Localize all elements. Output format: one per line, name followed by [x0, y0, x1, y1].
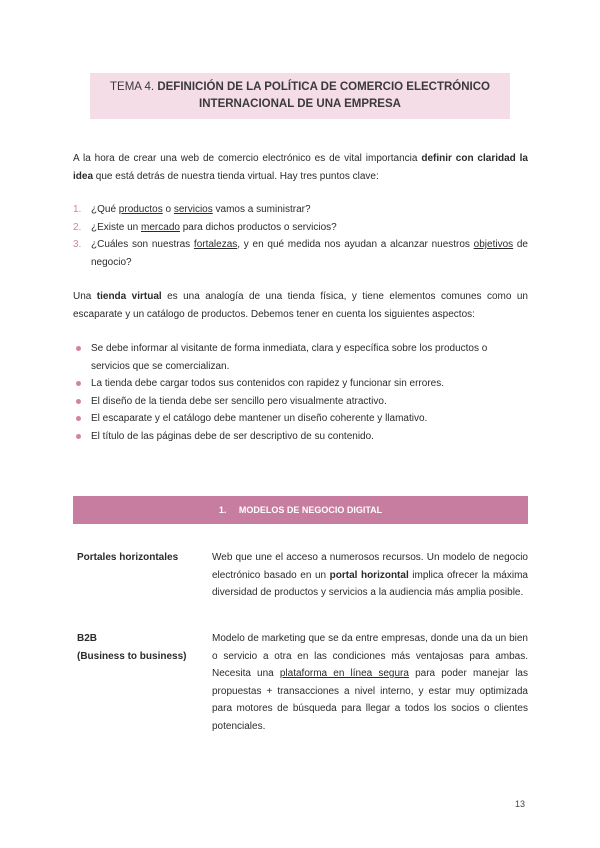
- chapter-title-box: [90, 73, 510, 119]
- definition-row: [77, 630, 528, 735]
- bullet-icon: [73, 375, 91, 393]
- section-title: 1. MODELOS DE NEGOCIO DIGITAL: [218, 505, 383, 515]
- bullet-icon: [73, 340, 91, 375]
- list-item: 1. ¿Qué productos o servicios vamos a suministrar?: [73, 201, 528, 219]
- definition-term: Portales horizontales: [77, 552, 179, 563]
- aspects-list: [73, 340, 528, 445]
- section-header: [73, 496, 528, 524]
- underlined-term: mercado: [141, 221, 180, 233]
- intro-text-2: que está detrás de nuestra tienda virtual. Hay tres puntos clave:: [93, 170, 379, 182]
- page-number: 13: [515, 799, 526, 809]
- list-item: El diseño de la tienda debe ser sencillo pero visualmente atractivo.: [73, 393, 528, 411]
- list-item: La tienda debe cargar todos sus contenidos con rapidez y funcionar sin errores.: [73, 375, 528, 393]
- list-item: El escaparate y el catálogo debe mantener un diseño coherente y llamativo.: [73, 410, 528, 428]
- list-item: Se debe informar al visitante de forma inmediata, clara y específica sobre los productos o servicios que se comercializan.: [73, 340, 528, 375]
- tienda-bold: tienda virtual: [96, 291, 162, 302]
- underlined-term: plataforma en línea segura: [279, 668, 409, 679]
- list-number: 2.: [73, 221, 82, 233]
- underlined-term: objetivos: [473, 239, 514, 250]
- underlined-term: productos: [118, 204, 163, 215]
- definition-description: Modelo de marketing que se da entre empresas, donde una da un bien o servicio a otra en las condiciones más ventajosas para ambas. Necesita una plataforma en línea segura para poder manejar las propuestas + transacciones a nivel interno, y estar muy optimizada para motores de búsqueda para llegar a todos los socios o clientes potenciales.: [212, 633, 528, 732]
- underlined-term: fortalezas: [193, 239, 238, 250]
- list-number: 3.: [73, 239, 82, 250]
- chapter-title-text-1: DEFINICIÓN DE LA POLÍTICA DE COMERCIO ELECTRÓNICO: [157, 81, 490, 93]
- definition-description: Web que une el acceso a numerosos recursos. Un modelo de negocio electrónico basado en un portal horizontal implica ofrecer la máxima diversidad de productos y servicios a la audiencia más amplia posible.: [212, 552, 528, 598]
- bullet-icon: [73, 410, 91, 428]
- key-questions-list: [73, 201, 528, 271]
- chapter-number: TEMA 4.: [110, 81, 155, 93]
- list-item: 2. ¿Existe un mercado para dichos productos o servicios?: [73, 219, 528, 237]
- intro-text-1: A la hora de crear una web de comercio electrónico es de vital importancia: [73, 153, 422, 164]
- list-item: El título de las páginas debe de ser descriptivo de su contenido.: [73, 428, 528, 446]
- list-number: 1.: [73, 204, 82, 215]
- intro-bold: definir con claridad la idea: [73, 153, 528, 182]
- chapter-title-text-2: INTERNACIONAL DE UNA EMPRESA: [199, 98, 401, 110]
- definition-row: [77, 549, 528, 602]
- bullet-icon: [73, 428, 91, 446]
- intro-paragraph: [73, 150, 528, 185]
- chapter-title-line-2: [199, 96, 401, 113]
- list-item: 3. ¿Cuáles son nuestras fortalezas, y en qué medida nos ayudan a alcanzar nuestros objetivos de negocio?: [73, 236, 528, 271]
- definition-term: B2B (Business to business): [77, 633, 187, 662]
- chapter-title-line-1: [110, 79, 490, 96]
- bullet-icon: [73, 393, 91, 411]
- tienda-paragraph: Una tienda virtual es una analogía de una tienda física, y tiene elementos comunes como un escaparate y un catálogo de productos. Debemos tener en cuenta los siguientes aspectos:: [73, 291, 528, 320]
- underlined-term: servicios: [173, 204, 213, 215]
